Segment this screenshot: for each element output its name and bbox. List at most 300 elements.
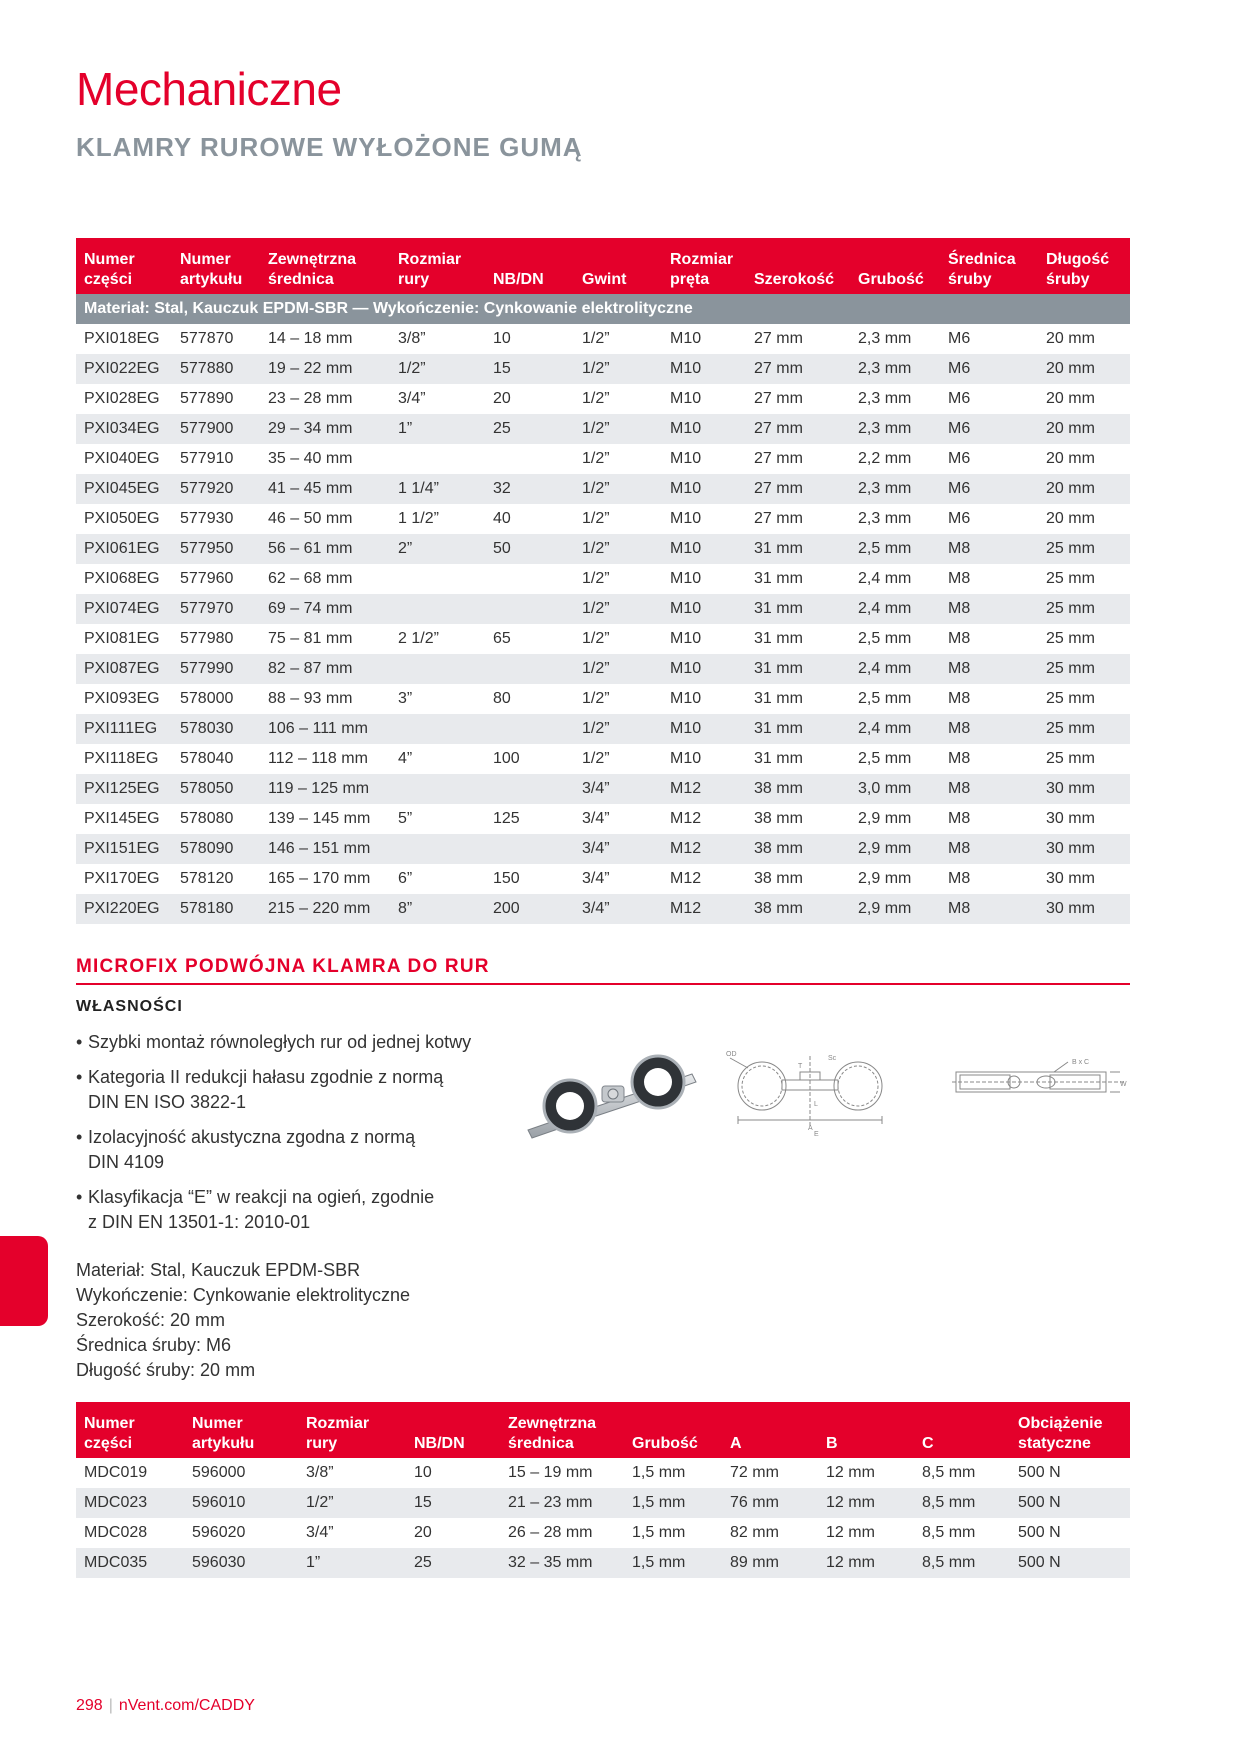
table-cell: M8 bbox=[948, 690, 971, 707]
table-cell: 25 bbox=[406, 1548, 500, 1578]
table-cell: PXI040EG bbox=[84, 450, 160, 467]
spec-line: Średnica śruby: M6 bbox=[76, 1335, 232, 1355]
spec-line: Materiał: Stal, Kauczuk EPDM-SBR bbox=[76, 1260, 361, 1280]
column-header-line: rury bbox=[398, 271, 430, 288]
table-cell: PXI151EG bbox=[76, 834, 172, 864]
table-row bbox=[76, 594, 1130, 624]
table-cell: 8,5 mm bbox=[914, 1488, 1010, 1518]
table-cell: 3/8” bbox=[398, 330, 426, 347]
column-header-line: Grubość bbox=[858, 271, 924, 288]
table-cell: 20 mm bbox=[1038, 354, 1130, 384]
table-cell: 38 mm bbox=[746, 774, 850, 804]
table-cell: 25 mm bbox=[1046, 690, 1095, 707]
section-divider bbox=[76, 983, 1130, 985]
column-header-line: B bbox=[826, 1435, 838, 1452]
table-cell: M12 bbox=[670, 810, 702, 827]
table-cell: 577880 bbox=[172, 354, 260, 384]
table-cell: 577950 bbox=[172, 534, 260, 564]
column-header-line bbox=[826, 1414, 914, 1434]
table-cell: PXI045EG bbox=[76, 474, 172, 504]
table-row bbox=[76, 804, 1130, 834]
table-cell: 2,4 mm bbox=[850, 714, 940, 744]
spec-line: Długość śruby: 20 mm bbox=[76, 1360, 256, 1380]
table-cell: PXI220EG bbox=[76, 894, 172, 924]
table-cell: 2,3 mm bbox=[850, 474, 940, 504]
table-cell bbox=[485, 774, 574, 804]
column-header-line: Rozmiar bbox=[670, 251, 734, 268]
property-line: • Kategoria II redukcji hałasu zgodnie z normą bbox=[88, 1067, 444, 1087]
product-specs bbox=[76, 1258, 410, 1383]
table-cell: 25 mm bbox=[1046, 570, 1095, 587]
table-cell: 25 mm bbox=[1038, 654, 1130, 684]
column-header-line: Obciążenie bbox=[1018, 1415, 1103, 1432]
page-footer bbox=[76, 1697, 255, 1715]
table-cell: M10 bbox=[670, 630, 702, 647]
drawing-label-l: L bbox=[814, 1101, 818, 1108]
page-number: 298 bbox=[76, 1697, 103, 1714]
property-line: • Klasyfikacja “E” w reakcji na ogień, zgodnie bbox=[88, 1187, 435, 1207]
table-cell: 27 mm bbox=[754, 450, 803, 467]
table-cell: PXI125EG bbox=[76, 774, 172, 804]
table-row bbox=[76, 1488, 1130, 1518]
table-cell bbox=[485, 714, 574, 744]
column-header-line: Rozmiar bbox=[398, 251, 462, 268]
table-cell: MDC035 bbox=[76, 1548, 184, 1578]
column-header bbox=[260, 238, 390, 294]
table-cell: 2” bbox=[390, 534, 485, 564]
table-cell: 1/2” bbox=[582, 510, 610, 527]
table-cell: 5” bbox=[398, 810, 413, 827]
table-cell: 577910 bbox=[180, 450, 234, 467]
table-cell: M8 bbox=[940, 894, 1038, 924]
table-row bbox=[76, 714, 1130, 744]
column-header-line: Zewnętrzna bbox=[268, 251, 357, 268]
table-cell: 82 – 87 mm bbox=[260, 654, 390, 684]
table-cell: 1/2” bbox=[574, 354, 662, 384]
table-cell: 12 mm bbox=[826, 1524, 875, 1541]
table-cell: 32 – 35 mm bbox=[500, 1548, 624, 1578]
column-header-line: Grubość bbox=[632, 1435, 698, 1452]
table-cell: 21 – 23 mm bbox=[500, 1488, 624, 1518]
property-item bbox=[76, 1185, 506, 1235]
table-cell bbox=[485, 564, 574, 594]
table-cell: M6 bbox=[948, 330, 971, 347]
table-row bbox=[76, 1518, 1130, 1548]
table-row bbox=[76, 654, 1130, 684]
table-cell: 3/4” bbox=[574, 834, 662, 864]
table-cell: PXI093EG bbox=[84, 690, 160, 707]
drawing-label-t: T bbox=[798, 1063, 803, 1070]
table-cell: 500 N bbox=[1010, 1548, 1130, 1578]
column-header-line: rury bbox=[306, 1435, 338, 1452]
spec-line: Szerokość: 20 mm bbox=[76, 1310, 226, 1330]
table-cell: 80 bbox=[493, 690, 511, 707]
table-cell: 19 – 22 mm bbox=[260, 354, 390, 384]
table-cell: 500 N bbox=[1018, 1464, 1061, 1481]
table-cell: M10 bbox=[670, 510, 702, 527]
table-cell: 82 mm bbox=[730, 1524, 779, 1541]
column-header bbox=[500, 1402, 624, 1458]
table-cell: 31 mm bbox=[746, 594, 850, 624]
table-cell: M12 bbox=[662, 894, 746, 924]
double-clamp-photo bbox=[520, 1052, 700, 1144]
column-header bbox=[172, 238, 260, 294]
table-cell: 30 mm bbox=[1046, 870, 1095, 887]
column-header-line bbox=[632, 1414, 722, 1434]
table-row bbox=[76, 894, 1130, 924]
table-cell: 3/4” bbox=[574, 894, 662, 924]
table-cell bbox=[390, 654, 485, 684]
table-cell: 25 mm bbox=[1046, 630, 1095, 647]
table-cell: M8 bbox=[948, 810, 971, 827]
table-cell: 500 N bbox=[1010, 1488, 1130, 1518]
column-header bbox=[406, 1402, 500, 1458]
table-cell: 20 mm bbox=[1038, 474, 1130, 504]
column-header bbox=[746, 238, 850, 294]
table-row bbox=[76, 474, 1130, 504]
material-row bbox=[76, 294, 1130, 324]
table-cell: M8 bbox=[940, 714, 1038, 744]
column-header-line bbox=[414, 1414, 500, 1434]
table-cell: 3/4” bbox=[582, 810, 610, 827]
side-tab-marker bbox=[0, 1236, 48, 1326]
table-cell: 29 – 34 mm bbox=[260, 414, 390, 444]
table-cell bbox=[390, 834, 485, 864]
table-cell: 41 – 45 mm bbox=[260, 474, 390, 504]
table-cell: 27 mm bbox=[754, 330, 803, 347]
table-header-row bbox=[76, 1402, 1130, 1458]
table-cell: MDC023 bbox=[76, 1488, 184, 1518]
table-cell: 75 – 81 mm bbox=[268, 630, 353, 647]
table-cell: 577980 bbox=[180, 630, 234, 647]
table-cell: 3/4” bbox=[574, 774, 662, 804]
table-cell: M6 bbox=[940, 354, 1038, 384]
table-cell: PXI050EG bbox=[84, 510, 160, 527]
table-cell: 26 – 28 mm bbox=[508, 1524, 593, 1541]
table-cell: M10 bbox=[662, 714, 746, 744]
table-cell: M8 bbox=[940, 594, 1038, 624]
column-header-line bbox=[582, 250, 662, 270]
table-row bbox=[76, 774, 1130, 804]
column-header-line: Średnica bbox=[948, 251, 1016, 268]
table-cell: M8 bbox=[948, 570, 971, 587]
table-cell: M10 bbox=[662, 354, 746, 384]
column-header bbox=[1038, 238, 1130, 294]
table-cell: 1/2” bbox=[582, 390, 610, 407]
table-cell: PXI061EG bbox=[76, 534, 172, 564]
column-header bbox=[818, 1402, 914, 1458]
table-cell: PXI068EG bbox=[84, 570, 160, 587]
table-row bbox=[76, 624, 1130, 654]
table-cell: 577870 bbox=[180, 330, 234, 347]
table-cell: 577960 bbox=[180, 570, 234, 587]
table-cell: 56 – 61 mm bbox=[260, 534, 390, 564]
drawing-label-w: W bbox=[1120, 1081, 1127, 1088]
table-cell: M8 bbox=[940, 534, 1038, 564]
table-cell: PXI018EG bbox=[84, 330, 160, 347]
table-cell: 8,5 mm bbox=[922, 1524, 976, 1541]
table-cell: 577890 bbox=[180, 390, 234, 407]
table-cell: 23 – 28 mm bbox=[268, 390, 353, 407]
table-cell: M10 bbox=[670, 690, 702, 707]
property-item bbox=[76, 1030, 506, 1055]
table-cell: 100 bbox=[493, 750, 520, 767]
table-cell: 578080 bbox=[180, 810, 234, 827]
table-cell bbox=[390, 444, 485, 474]
footer-site-link[interactable]: nVent.com/CADDY bbox=[118, 1697, 255, 1714]
table-cell: 12 mm bbox=[818, 1548, 914, 1578]
table-cell: 578040 bbox=[180, 750, 234, 767]
table-cell: 15 bbox=[406, 1488, 500, 1518]
table-cell: M6 bbox=[948, 390, 971, 407]
column-header bbox=[850, 238, 940, 294]
table-row bbox=[76, 744, 1130, 774]
page-title: Mechaniczne bbox=[76, 63, 342, 115]
column-header-line: statyczne bbox=[1018, 1435, 1091, 1452]
table-cell: 38 mm bbox=[754, 810, 803, 827]
table-cell: 40 bbox=[493, 510, 511, 527]
table-cell: 31 mm bbox=[754, 630, 803, 647]
drawing-label-a: A bbox=[808, 1125, 813, 1132]
table-cell: 25 mm bbox=[1038, 594, 1130, 624]
table-cell: M8 bbox=[948, 630, 971, 647]
table-cell: 12 mm bbox=[818, 1488, 914, 1518]
table-cell: M6 bbox=[940, 474, 1038, 504]
table-row bbox=[76, 354, 1130, 384]
table-cell: 25 bbox=[485, 414, 574, 444]
column-header bbox=[722, 1402, 818, 1458]
table-cell: 31 mm bbox=[746, 714, 850, 744]
column-header-line: Numer bbox=[192, 1415, 243, 1432]
table-cell bbox=[390, 774, 485, 804]
column-header bbox=[662, 238, 746, 294]
table-cell: 1” bbox=[298, 1548, 406, 1578]
table-row bbox=[76, 1458, 1130, 1488]
table-cell: 2,5 mm bbox=[858, 630, 912, 647]
table-row bbox=[76, 1548, 1130, 1578]
table-cell: 20 bbox=[414, 1524, 432, 1541]
column-header-line: śruby bbox=[948, 271, 992, 288]
column-header-line bbox=[922, 1414, 1010, 1434]
table-cell: 1/2” bbox=[574, 714, 662, 744]
table-cell bbox=[485, 444, 574, 474]
rubber-clamps-table bbox=[76, 238, 1130, 924]
table-cell: 1/2” bbox=[582, 330, 610, 347]
table-cell: 15 bbox=[485, 354, 574, 384]
table-cell: PXI022EG bbox=[76, 354, 172, 384]
column-header-line bbox=[858, 250, 940, 270]
table-cell: 3/8” bbox=[306, 1464, 334, 1481]
table-cell: M8 bbox=[940, 834, 1038, 864]
table-cell: 10 bbox=[493, 330, 511, 347]
property-line: DIN EN ISO 3822-1 bbox=[88, 1092, 247, 1112]
column-header-line: Rozmiar bbox=[306, 1415, 370, 1432]
table-cell: 1/2” bbox=[582, 750, 610, 767]
table-cell: 112 – 118 mm bbox=[268, 750, 368, 767]
table-cell: M10 bbox=[662, 414, 746, 444]
table-cell: 4” bbox=[398, 750, 413, 767]
column-header-line: Numer bbox=[84, 251, 135, 268]
table-cell: 20 bbox=[493, 390, 511, 407]
table-cell: 215 – 220 mm bbox=[260, 894, 390, 924]
table-cell: M8 bbox=[948, 870, 971, 887]
table-cell: M8 bbox=[948, 750, 971, 767]
table-cell: 2,4 mm bbox=[850, 654, 940, 684]
table-cell: 72 mm bbox=[730, 1464, 779, 1481]
table-cell: 1/2” bbox=[574, 654, 662, 684]
table-cell: 596020 bbox=[192, 1524, 246, 1541]
property-line: z DIN EN 13501-1: 2010-01 bbox=[88, 1212, 311, 1232]
table-cell: 2,9 mm bbox=[850, 894, 940, 924]
table-cell: 200 bbox=[485, 894, 574, 924]
table-cell: 8” bbox=[390, 894, 485, 924]
table-cell: 27 mm bbox=[754, 390, 803, 407]
table-row bbox=[76, 384, 1130, 414]
table-row bbox=[76, 444, 1130, 474]
table-cell: 62 – 68 mm bbox=[268, 570, 353, 587]
material-cell: Materiał: Stal, Kauczuk EPDM-SBR — Wykończenie: Cynkowanie elektrolityczne bbox=[76, 294, 1130, 324]
column-header-line: Numer bbox=[180, 251, 231, 268]
table-cell: 38 mm bbox=[754, 870, 803, 887]
table-cell: 596030 bbox=[184, 1548, 298, 1578]
column-header-line: średnica bbox=[508, 1435, 574, 1452]
table-cell: M6 bbox=[948, 450, 971, 467]
footer-separator: | bbox=[108, 1697, 113, 1714]
column-header-line: Gwint bbox=[582, 271, 627, 288]
table-cell: 76 mm bbox=[722, 1488, 818, 1518]
table-cell: 31 mm bbox=[754, 750, 803, 767]
page-subtitle: KLAMRY RUROWE WYŁOŻONE GUMĄ bbox=[76, 132, 583, 162]
table-cell: 31 mm bbox=[754, 570, 803, 587]
table-cell: 596010 bbox=[184, 1488, 298, 1518]
table-row bbox=[76, 534, 1130, 564]
column-header bbox=[574, 238, 662, 294]
table-cell: 27 mm bbox=[746, 354, 850, 384]
table-cell: 578090 bbox=[172, 834, 260, 864]
table-cell: 20 mm bbox=[1046, 390, 1095, 407]
table-cell: PXI074EG bbox=[76, 594, 172, 624]
double-clamp-table bbox=[76, 1402, 1130, 1578]
table-cell: 577900 bbox=[172, 414, 260, 444]
column-header-line: artykułu bbox=[192, 1435, 255, 1452]
table-cell: 1/2” bbox=[582, 570, 610, 587]
table-cell: 3/4” bbox=[306, 1524, 334, 1541]
table-cell: M12 bbox=[670, 870, 702, 887]
table-cell: 578000 bbox=[180, 690, 234, 707]
table-cell: M10 bbox=[662, 474, 746, 504]
table-cell: 150 bbox=[493, 870, 520, 887]
table-cell: 30 mm bbox=[1038, 834, 1130, 864]
column-header-line: NB/DN bbox=[414, 1435, 465, 1452]
table-cell: M12 bbox=[662, 834, 746, 864]
table-cell: 1/2” bbox=[574, 474, 662, 504]
table-cell: 2,5 mm bbox=[858, 750, 912, 767]
table-cell: 12 mm bbox=[826, 1464, 875, 1481]
column-header-line: A bbox=[730, 1435, 742, 1452]
table-cell: 2,2 mm bbox=[858, 450, 912, 467]
column-header-line bbox=[730, 1414, 818, 1434]
table-cell: 2,5 mm bbox=[858, 690, 912, 707]
properties-list bbox=[76, 1030, 506, 1245]
table-cell: 20 mm bbox=[1046, 330, 1095, 347]
table-cell: 1,5 mm bbox=[632, 1464, 686, 1481]
column-header-line: śruby bbox=[1046, 271, 1090, 288]
table-row bbox=[76, 684, 1130, 714]
column-header-line: Zewnętrzna bbox=[508, 1415, 597, 1432]
table-cell: M10 bbox=[662, 654, 746, 684]
table-cell: 2,9 mm bbox=[858, 870, 912, 887]
table-cell bbox=[390, 714, 485, 744]
table-cell: 2,9 mm bbox=[858, 810, 912, 827]
column-header bbox=[390, 238, 485, 294]
column-header-line: NB/DN bbox=[493, 271, 544, 288]
table-cell: 577920 bbox=[172, 474, 260, 504]
column-header-line: Numer bbox=[84, 1415, 135, 1432]
table-cell: 1/2” bbox=[298, 1488, 406, 1518]
table-cell: 578120 bbox=[180, 870, 234, 887]
table-cell: M6 bbox=[948, 510, 971, 527]
table-cell: PXI170EG bbox=[84, 870, 160, 887]
table-cell: PXI028EG bbox=[84, 390, 160, 407]
table-cell: 1/2” bbox=[582, 450, 610, 467]
table-cell: 20 mm bbox=[1046, 510, 1095, 527]
table-cell: 577970 bbox=[172, 594, 260, 624]
table-cell: M10 bbox=[662, 534, 746, 564]
table-cell: 577930 bbox=[180, 510, 234, 527]
table-cell: 125 bbox=[493, 810, 520, 827]
table-cell: 20 mm bbox=[1038, 414, 1130, 444]
table-cell: 3” bbox=[398, 690, 413, 707]
table-cell: 8,5 mm bbox=[914, 1548, 1010, 1578]
table-cell: PXI081EG bbox=[84, 630, 160, 647]
table-cell: 27 mm bbox=[746, 474, 850, 504]
column-header bbox=[76, 238, 172, 294]
table-cell: 596000 bbox=[192, 1464, 246, 1481]
table-cell: MDC019 bbox=[84, 1464, 148, 1481]
table-cell bbox=[485, 594, 574, 624]
table-cell: 165 – 170 mm bbox=[268, 870, 371, 887]
table-cell: M10 bbox=[670, 570, 702, 587]
table-row bbox=[76, 564, 1130, 594]
table-cell bbox=[390, 564, 485, 594]
table-cell: 2,4 mm bbox=[850, 594, 940, 624]
table-row bbox=[76, 864, 1130, 894]
property-item bbox=[76, 1065, 506, 1115]
property-line: DIN 4109 bbox=[88, 1152, 165, 1172]
table-cell: 65 bbox=[493, 630, 511, 647]
table-cell: 25 mm bbox=[1038, 534, 1130, 564]
column-header-line: pręta bbox=[670, 271, 710, 288]
table-cell: 6” bbox=[398, 870, 413, 887]
table-cell: 1,5 mm bbox=[624, 1548, 722, 1578]
table-cell: PXI118EG bbox=[84, 750, 159, 767]
table-cell bbox=[485, 654, 574, 684]
table-cell: 1 1/2” bbox=[398, 510, 439, 527]
table-cell: 1,5 mm bbox=[632, 1524, 686, 1541]
table-cell: 578030 bbox=[172, 714, 260, 744]
table-cell: 577990 bbox=[172, 654, 260, 684]
drawing-label-sc: Sc bbox=[828, 1055, 837, 1062]
table-cell: M10 bbox=[662, 594, 746, 624]
drawing-label-od: OD bbox=[726, 1051, 737, 1058]
table-cell: 2,3 mm bbox=[858, 510, 912, 527]
table-cell: 2,3 mm bbox=[850, 414, 940, 444]
table-cell: 31 mm bbox=[754, 690, 803, 707]
table-row bbox=[76, 504, 1130, 534]
column-header-line: C bbox=[922, 1435, 934, 1452]
table-cell: M8 bbox=[940, 774, 1038, 804]
table-cell: 578180 bbox=[172, 894, 260, 924]
